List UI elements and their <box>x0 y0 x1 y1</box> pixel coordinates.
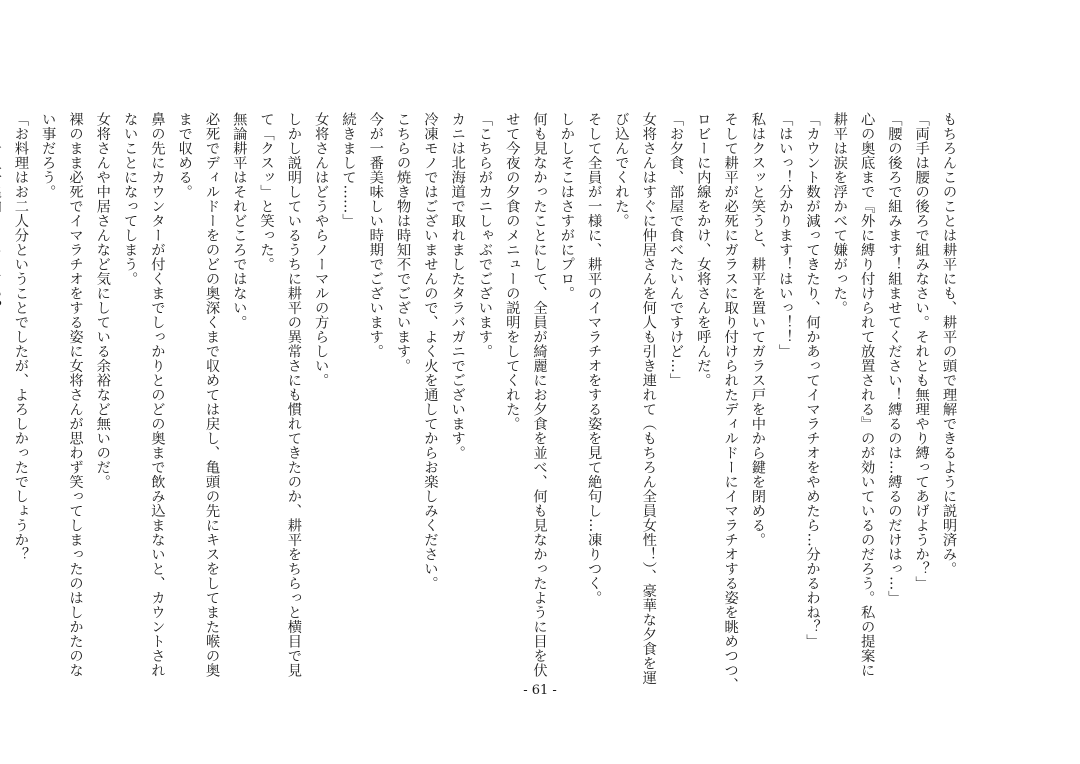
text-line: 今が一番美味しい時期でございます。 <box>367 112 384 359</box>
text-line: 「カウント数が減ってきたり、何かあってイマラチオをやめたら…分かるわね？」 <box>804 112 821 649</box>
text-line: 続きまして……」 <box>340 112 357 228</box>
text-line: カニは北海道で取れましたタラバガニでございます。 <box>449 112 466 460</box>
text-line: 無論耕平はそれどころではない。 <box>231 112 248 330</box>
text-line: 「お料理はお二人分ということでしたが、よろしかったでしょうか？ <box>12 112 29 562</box>
text-line: 私はクスッと笑うと、耕平を置いてガラス戸を中から鍵を閉める。 <box>749 112 766 547</box>
text-line: 「腰の後ろで組みます！組ませてください！縛るのは…縛るのだけはっ…」 <box>886 112 903 605</box>
page-number: - 61 - <box>523 683 557 698</box>
text-line <box>0 112 7 637</box>
text-line: ロビーに内線をかけ、女将さんを呼んだ。 <box>695 112 712 388</box>
text-line: 女将さんや中居さんなど気にしている余裕など無いのだ。 <box>94 112 111 489</box>
text-line: せて今夜の夕食のメニューの説明をしてくれた。 <box>504 112 521 431</box>
text-line: もちろんこのことは耕平にも、耕平の頭で理解できるように説明済み。 <box>941 112 957 576</box>
text-line: 心の奥底まで『外に縛り付けられて放置される』のが効いているのだろう。私の提案に <box>859 112 876 678</box>
text-line: 女将さんはどうやらノーマルの方らしい。 <box>313 112 330 388</box>
text-line: 「こちらがカニしゃぶでございます。 <box>476 112 493 359</box>
text-line: 女将さんはすぐに仲居さんを何人も引き連れて（もちろん全員女性！）、豪華な夕食を運 <box>640 112 657 685</box>
text-line: 耕平は涙を浮かべて嫌がった。 <box>831 112 848 315</box>
text-line: 必死でディルドーをのどの奥深くまで収めては戻し、亀頭の先にキスをしてまた喉の奥 <box>203 112 220 678</box>
text-line: 裸のまま必死でイマラチオをする姿に女将さんが思わず笑ってしまったのはしかたのな <box>67 112 84 678</box>
text-line: 冷凍モノではございませんので、よく火を通してからお楽しみください。 <box>422 112 439 591</box>
text-line: び込んでくれた。 <box>613 112 630 228</box>
text-line: ないことになってしまう。 <box>122 112 139 286</box>
text-line: 鼻の先にカウンターが付くまでしっかりとのどの奥まで飲み込まないと、カウントされ <box>149 112 166 678</box>
text-line: 「はいっ！分かります！はいっ！！」 <box>777 112 794 359</box>
text-line: そして耕平が必死にガラスに取り付けられたディルドーにイマラチオする姿を眺めつつ、 <box>722 112 739 692</box>
text-line: 「お夕食、部屋で食べたいんですけど…」 <box>668 112 685 388</box>
text-line: まで収める。 <box>176 112 193 199</box>
text-line: い事だろう。 <box>40 112 57 199</box>
text-line: しかしそこはさすがにプロ。 <box>558 112 575 301</box>
text-line: 何も見なかったことにして、全員が綺麗にお夕食を並べ、何も見なかったように目を伏 <box>531 112 548 678</box>
text-line: そして全員が一様に、耕平のイマラチオをする姿を見て絶句し…凍りつく。 <box>586 112 603 605</box>
text-line: こちらの焼き物は時知不でございます。 <box>395 112 412 373</box>
text-line: て「クスッ」と笑った。 <box>258 112 275 272</box>
text-line: しかし説明しているうちに耕平の異常さにも慣れてきたのか、耕平をちらっと横目で見 <box>285 112 302 678</box>
text-line: 「両手は腰の後ろで組みなさい。それとも無理やり縛ってあげようか？」 <box>913 112 930 591</box>
